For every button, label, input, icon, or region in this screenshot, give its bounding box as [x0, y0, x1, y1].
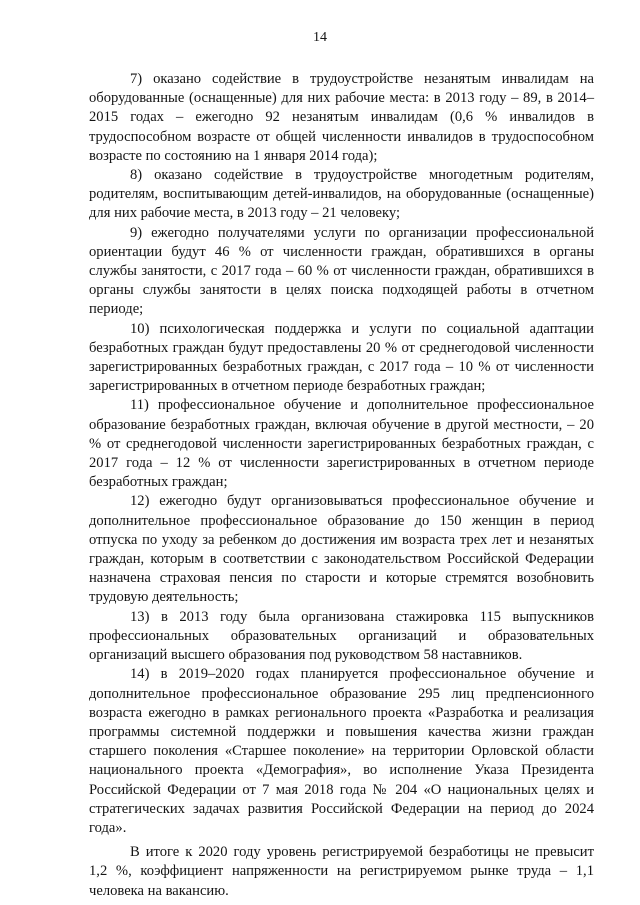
paragraph-item-9: 9) ежегодно получателями услуги по организации профессиональной ориентации будут 46 % от численности граждан, обратившихся в органы службы занятости, с 2017 года – 60 % от численности граждан, обратившихся в органы службы занятости в целях поиска подходящей работы в отчетном периоде; — [89, 224, 594, 318]
paragraph-item-14: 14) в 2019–2020 годах планируется профессиональное обучение и дополнительное профессиональное образование 295 лиц предпенсионного возраста ежегодно в рамках регионального проекта «Разработка и реализация программы системной поддержки и повышения качества жизни граждан старшего поколения «Старшее поколение» на территории Орловской области национального проекта «Демография», во исполнение Указа Президента Российской Федерации от 7 мая 2018 года № 204 «О национальных целях и стратегических задачах развития Российской Федерации на период до 2024 года». — [89, 666, 594, 836]
summary-paragraph: В итоге к 2020 году уровень регистрируемой безработицы не превысит 1,2 %, коэффициент напряженности на регистрируемом рынке труда – 1,1 человека на вакансию. — [89, 844, 594, 899]
document-body — [89, 70, 594, 901]
paragraph-item-8: 8) оказано содействие в трудоустройстве многодетным родителям, родителям, воспитывающим детей-инвалидов, на оборудованные (оснащенные) для них рабочие места, в 2013 году – 21 человеку; — [89, 167, 594, 222]
paragraph-item-13: 13) в 2013 году была организована стажировка 115 выпускников профессиональных образовательных организаций и образовательных организаций высшего образования под руководством 58 наставников. — [89, 608, 594, 664]
paragraph-item-11: 11) профессиональное обучение и дополнительное профессиональное образование безработных граждан, включая обучение в другой местности, – 20 % от среднегодовой численности зарегистрированных безработных граждан, с 2017 года – 12 % от численности зарегистрированных в отчетном периоде безработных граждан; — [89, 397, 594, 491]
paragraph-item-12: 12) ежегодно будут организовываться профессиональное обучение и дополнительное профессиональное образование до 150 женщин в период отпуска по уходу за ребенком до достижения им возраста трех лет и незанятых граждан, которым в соответствии с законодательством Российской Федерации назначена страховая пенсия по старости и которые стремятся возобновить трудовую деятельность; — [89, 493, 594, 606]
paragraph-item-7: 7) оказано содействие в трудоустройстве незанятым инвалидам на оборудованные (оснащенные) для них рабочие места: в 2013 году – 89, в 2014–2015 годах – ежегодно 92 незанятым инвалидам (0,6 % инвалидов в трудоспособном возрасте от общей численности инвалидов в трудоспособном возрасте по состоянию на 1 января 2014 года); — [89, 71, 594, 164]
page-number: 14 — [313, 30, 327, 45]
paragraph-item-10: 10) психологическая поддержка и услуги по социальной адаптации безработных граждан будут предоставлены 20 % от среднегодовой численности зарегистрированных безработных граждан, с 2017 года – 10 % от численности зарегистрированных в отчетном периоде безработных граждан; — [89, 320, 594, 395]
